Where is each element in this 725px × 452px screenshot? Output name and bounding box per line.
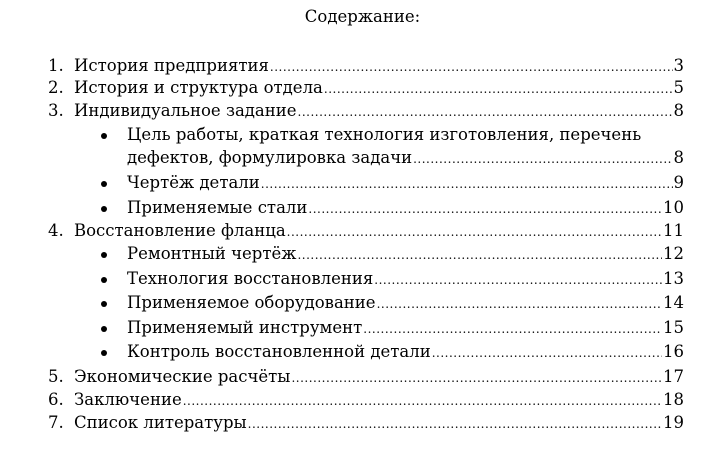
bullet-icon [101, 181, 107, 187]
dot-leader [287, 221, 662, 243]
bullet-icon [101, 277, 107, 283]
toc-subentry [0, 268, 725, 290]
toc-subentry [0, 243, 725, 265]
dot-leader [270, 56, 673, 78]
toc-entry-number: 2. [48, 78, 64, 97]
toc-subentry-continuation [0, 147, 725, 169]
toc-entry-number: 1. [48, 56, 64, 75]
dot-leader [377, 293, 662, 315]
toc-entry [0, 220, 725, 242]
toc-entry-text: Заключение [74, 390, 182, 409]
toc-entry-text: Цель работы, краткая технология изготовления, перечень [127, 125, 642, 144]
toc-entry-page: 11 [663, 221, 684, 240]
toc-entry-text: Ремонтный чертёж [127, 244, 297, 263]
toc-entry-page: 5 [673, 78, 684, 97]
toc-entry-text: Контроль восстановленной детали [127, 342, 431, 361]
dot-leader [291, 367, 662, 389]
toc-entry-text: История предприятия [74, 56, 269, 75]
toc-entry-page: 18 [663, 390, 684, 409]
toc-entry-page: 16 [663, 342, 684, 361]
toc-subentry [0, 197, 725, 219]
toc-entry-text: История и структура отдела [74, 78, 323, 97]
toc-entry [0, 412, 725, 434]
toc-entry [0, 55, 725, 77]
bullet-icon [101, 252, 107, 258]
toc-entry-page: 14 [663, 293, 684, 312]
toc-entry [0, 77, 725, 99]
toc-entry-number: 5. [48, 367, 64, 386]
toc-entry-number: 3. [48, 101, 64, 120]
toc-entry-text: Применяемое оборудование [127, 293, 376, 312]
toc-entry-text: Технология восстановления [127, 269, 374, 288]
bullet-icon [101, 206, 107, 212]
toc-entry-page: 12 [663, 244, 684, 263]
toc-entry-number: 4. [48, 221, 64, 240]
toc-subentry [0, 124, 725, 146]
dot-leader [261, 173, 673, 195]
dot-leader [308, 198, 662, 220]
toc-entry-text: дефектов, формулировка задачи [127, 148, 413, 167]
toc-entry [0, 100, 725, 122]
toc-subentry [0, 172, 725, 194]
toc-entry-text: Экономические расчёты [74, 367, 291, 386]
toc-entry-page: 9 [673, 173, 684, 192]
dot-leader [183, 390, 662, 412]
dot-leader [297, 244, 662, 266]
toc-entry-number: 7. [48, 413, 64, 432]
toc-entry-page: 8 [673, 101, 684, 120]
toc-entry-text: Применяемый инструмент [127, 318, 363, 337]
bullet-icon [101, 301, 107, 307]
toc-entry-text: Применяемые стали [127, 198, 308, 217]
toc-entry-page: 19 [663, 413, 684, 432]
bullet-icon [101, 133, 107, 139]
bullet-icon [101, 326, 107, 332]
toc-entry-page: 17 [663, 367, 684, 386]
dot-leader [248, 413, 662, 435]
toc-entry [0, 366, 725, 388]
bullet-icon [101, 350, 107, 356]
toc-entry-text: Индивидуальное задание [74, 101, 297, 120]
toc-entry-page: 13 [663, 269, 684, 288]
toc-entry-page: 8 [673, 148, 684, 167]
toc-entry [0, 389, 725, 411]
toc-entry-text: Восстановление фланца [74, 221, 286, 240]
dot-leader [432, 342, 662, 364]
dot-leader [413, 148, 672, 170]
toc-entry-page: 3 [673, 56, 684, 75]
toc-entry-page: 10 [663, 198, 684, 217]
dot-leader [324, 78, 673, 100]
toc-entry-number: 6. [48, 390, 64, 409]
toc-entry-page: 15 [663, 318, 684, 337]
toc-title: Содержание: [304, 7, 421, 26]
dot-leader [374, 269, 662, 291]
toc-subentry [0, 292, 725, 314]
toc-entry-text: Чертёж детали [127, 173, 260, 192]
dot-leader [363, 318, 662, 340]
toc-subentry [0, 341, 725, 363]
toc-entry-text: Список литературы [74, 413, 247, 432]
toc-subentry [0, 317, 725, 339]
dot-leader [298, 101, 673, 123]
